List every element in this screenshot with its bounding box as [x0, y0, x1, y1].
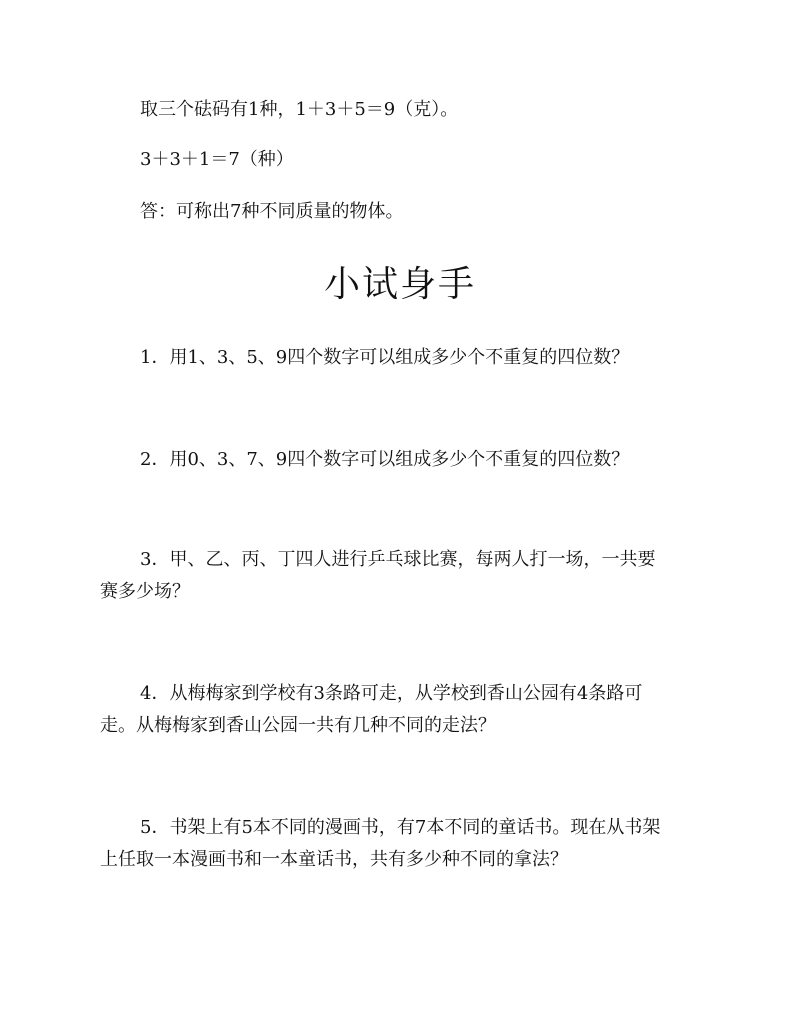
- problem-5-line-2: 上任取一本漫画书和一本童话书，共有多少种不同的拿法？: [100, 849, 568, 870]
- solution-line-2: 3＋3＋1＝7（种）: [140, 149, 294, 170]
- problem-1-line-1: 1．用1、3、5、9四个数字可以组成多少个不重复的四位数？: [140, 347, 630, 368]
- problem-4-line-2: 走。从梅梅家到香山公园一共有几种不同的走法？: [100, 715, 496, 736]
- problem-4-line-1: 4．从梅梅家到学校有3条路可走，从学校到香山公园有4条路可: [140, 683, 643, 704]
- problem-3-line-2: 赛多少场？: [100, 581, 190, 602]
- solution-answer: 答：可称出7种不同质量的物体。: [140, 201, 404, 222]
- problem-2-line-1: 2．用0、3、7、9四个数字可以组成多少个不重复的四位数？: [140, 449, 630, 470]
- solution-line-1: 取三个砝码有1种，1＋3＋5＝9（克）。: [140, 99, 459, 120]
- problem-5-line-1: 5．书架上有5本不同的漫画书，有7本不同的童话书。现在从书架: [140, 817, 661, 838]
- section-title: 小试身手: [323, 264, 476, 305]
- problem-3-line-1: 3．甲、乙、丙、丁四人进行乒乓球比赛，每两人打一场，一共要: [140, 549, 656, 570]
